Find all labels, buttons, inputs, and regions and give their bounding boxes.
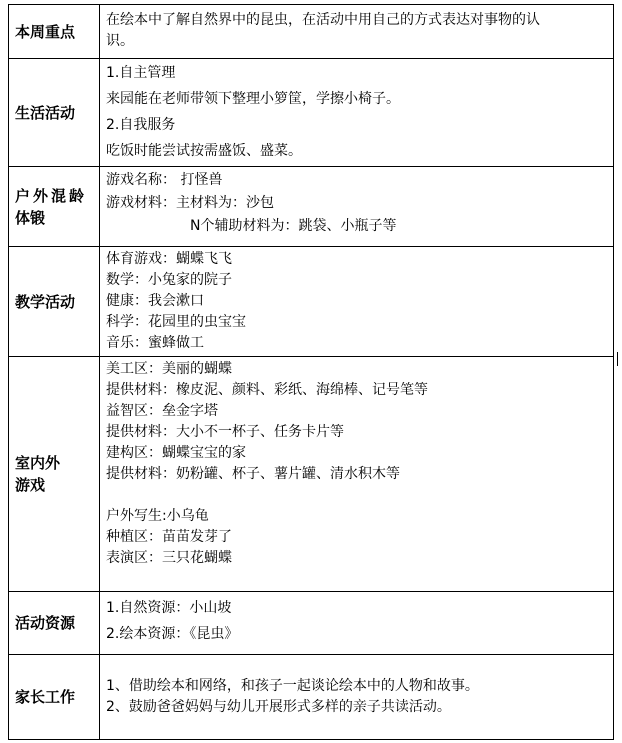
- row-label-focus: 本周重点: [9, 5, 100, 59]
- table-row: [9, 59, 614, 167]
- label-line: 室内外: [15, 454, 61, 472]
- table-row: [9, 247, 614, 357]
- label-line: 体锻: [15, 208, 46, 227]
- content-line: 1.自然资源：小山坡: [106, 600, 232, 616]
- content-line: 音乐：蜜蜂做工: [106, 335, 204, 351]
- row-content-focus: [100, 5, 614, 59]
- content-line: 2.绘本资源：《昆虫》: [106, 626, 239, 642]
- content-line: 在绘本中了解自然界中的昆虫，在活动中用自己的方式表达对事物的认: [106, 12, 540, 28]
- row-content-parents: [100, 655, 614, 740]
- row-content-resources: [100, 592, 614, 655]
- row-content-games: [100, 357, 614, 592]
- content-line: 美工区：美丽的蝴蝶: [106, 361, 232, 377]
- content-line: 提供材料：橡皮泥、颜料、彩纸、海绵棒、记号笔等: [106, 382, 428, 398]
- content-line: 识。: [106, 33, 134, 49]
- content-line: 益智区：垒金字塔: [106, 403, 218, 419]
- content-line: 体育游戏：蝴蝶飞飞: [106, 251, 232, 267]
- table-row: [9, 592, 614, 655]
- row-label-parents: 家长工作: [9, 655, 100, 740]
- content-line: 户外写生:小乌龟: [106, 508, 209, 524]
- row-content-outdoor: [100, 167, 614, 247]
- row-content-life: [100, 59, 614, 167]
- content-line: 2.自我服务: [106, 117, 176, 133]
- table-row: [9, 167, 614, 247]
- row-label-teaching: 教学活动: [9, 247, 100, 357]
- row-label-resources: 活动资源: [9, 592, 100, 655]
- label-line: 户外混龄: [15, 186, 88, 205]
- content-line: 1.自主管理: [106, 65, 176, 81]
- text-cursor: [617, 352, 618, 366]
- table-row: [9, 357, 614, 592]
- weekly-plan-table: [8, 4, 614, 740]
- table-row: [9, 5, 614, 59]
- content-line: N个辅助材料为：跳袋、小瓶子等: [190, 218, 397, 234]
- content-line: 2、鼓励爸爸妈妈与幼儿开展形式多样的亲子共读活动。: [106, 699, 451, 715]
- row-label-life: 生活活动: [9, 59, 100, 167]
- content-line: 提供材料：奶粉罐、杯子、薯片罐、清水积木等: [106, 466, 400, 482]
- content-line: 游戏名称： 打怪兽: [106, 172, 223, 188]
- content-line: 1、借助绘本和网络，和孩子一起谈论绘本中的人物和故事。: [106, 678, 479, 694]
- blank-line: [106, 485, 607, 506]
- row-label-outdoor: [9, 167, 100, 247]
- content-line: 数学：小兔家的院子: [106, 272, 232, 288]
- content-line: 来园能在老师带领下整理小箩筐，学擦小椅子。: [106, 91, 400, 107]
- content-line: 游戏材料：主材料为：沙包: [106, 195, 274, 211]
- label-line: 游戏: [15, 476, 46, 494]
- table-row: [9, 655, 614, 740]
- content-line: 建构区：蝴蝶宝宝的家: [106, 445, 246, 461]
- content-line: 表演区：三只花蝴蝶: [106, 550, 232, 566]
- content-line: 健康：我会漱口: [106, 293, 204, 309]
- row-label-games: [9, 357, 100, 592]
- content-line: 种植区：苗苗发芽了: [106, 529, 232, 545]
- content-line: 科学：花园里的虫宝宝: [106, 314, 246, 330]
- row-content-teaching: [100, 247, 614, 357]
- content-line: 吃饭时能尝试按需盛饭、盛菜。: [106, 143, 302, 159]
- content-line: 提供材料：大小不一杯子、任务卡片等: [106, 424, 344, 440]
